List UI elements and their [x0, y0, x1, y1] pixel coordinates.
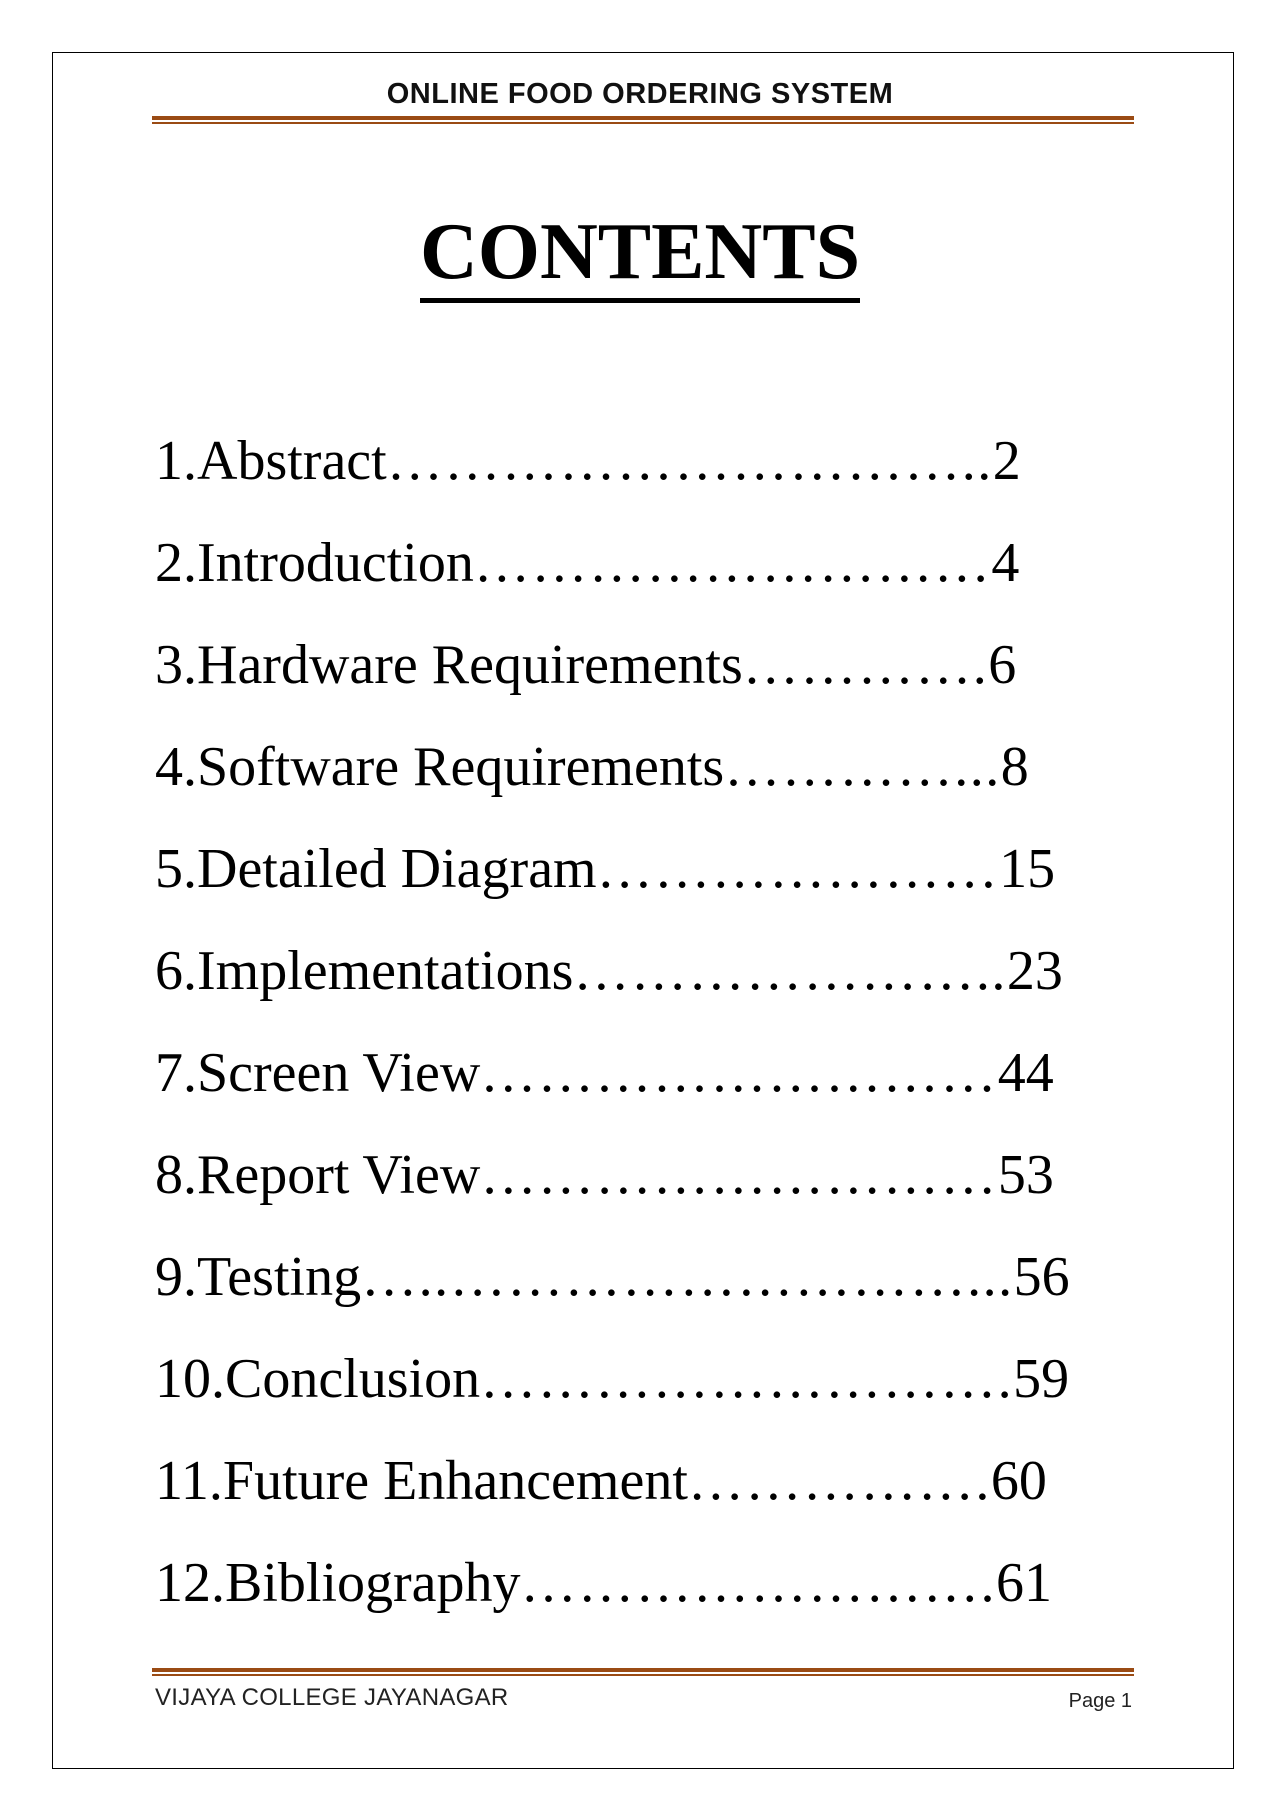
toc-page: 61	[996, 1552, 1053, 1614]
toc-page: 15	[999, 838, 1056, 900]
toc-entry	[155, 1547, 1155, 1649]
toc-entry	[155, 1445, 1155, 1547]
header-title: ONLINE FOOD ORDERING SYSTEM	[386, 78, 894, 110]
toc-entry	[155, 1139, 1155, 1241]
page-title-text: CONTENTS	[420, 208, 860, 303]
footer-page-number: Page 1	[1068, 1690, 1132, 1712]
toc-leader: …………………….	[520, 1552, 997, 1614]
toc-page: 8	[1000, 736, 1029, 798]
toc-entry	[155, 731, 1155, 833]
toc-page: 53	[997, 1144, 1054, 1206]
toc-label: 12.Bibliography	[155, 1552, 521, 1614]
toc-label: 11.Future Enhancement	[155, 1450, 688, 1512]
toc-label: 3.Hardware Requirements	[155, 634, 743, 696]
toc-leader: ………………………	[480, 1144, 998, 1206]
page-title	[0, 208, 1280, 296]
toc-label: 10.Conclusion	[155, 1348, 481, 1410]
toc-label: 2.Introduction	[155, 532, 474, 594]
toc-label: 5.Detailed Diagram	[155, 838, 597, 900]
toc-label: 6.Implementations	[155, 940, 574, 1002]
toc-leader: …………………	[596, 838, 1000, 900]
toc-label: 4.Software Requirements	[155, 736, 725, 798]
toc-entry	[155, 527, 1155, 629]
toc-label: 1.Abstract	[155, 430, 387, 492]
toc-leader: …………...	[724, 736, 1001, 798]
toc-label: 9.Testing	[155, 1246, 362, 1308]
toc-leader: ……………………….	[480, 1348, 1014, 1410]
toc-label: 8.Report View	[155, 1144, 481, 1206]
toc-page: 56	[1013, 1246, 1070, 1308]
toc-leader: ………………………	[473, 532, 992, 594]
toc-leader: …………………..	[573, 940, 1007, 1002]
toc-entry	[155, 1241, 1155, 1343]
toc-leader: …..………………………...	[361, 1246, 1014, 1308]
footer-rule	[152, 1668, 1134, 1676]
toc-leader: ………………………	[480, 1042, 998, 1104]
toc-leader: …………………………..	[386, 430, 993, 492]
toc-entry	[155, 1343, 1155, 1445]
table-of-contents	[155, 425, 1155, 1649]
toc-label: 7.Screen View	[155, 1042, 481, 1104]
toc-page: 44	[997, 1042, 1054, 1104]
toc-page: 4	[991, 532, 1020, 594]
toc-page: 6	[988, 634, 1017, 696]
toc-entry	[155, 833, 1155, 935]
toc-entry	[155, 935, 1155, 1037]
toc-entry	[155, 629, 1155, 731]
toc-leader: ………….	[742, 634, 989, 696]
toc-page: 60	[990, 1450, 1047, 1512]
header-rule	[152, 116, 1134, 124]
footer-college: VIJAYA COLLEGE JAYANAGAR	[155, 1684, 509, 1711]
toc-page: 2	[992, 430, 1021, 492]
toc-leader: …………….	[687, 1450, 991, 1512]
toc-page: 23	[1006, 940, 1063, 1002]
toc-page: 59	[1013, 1348, 1070, 1410]
toc-entry	[155, 1037, 1155, 1139]
toc-entry	[155, 425, 1155, 527]
